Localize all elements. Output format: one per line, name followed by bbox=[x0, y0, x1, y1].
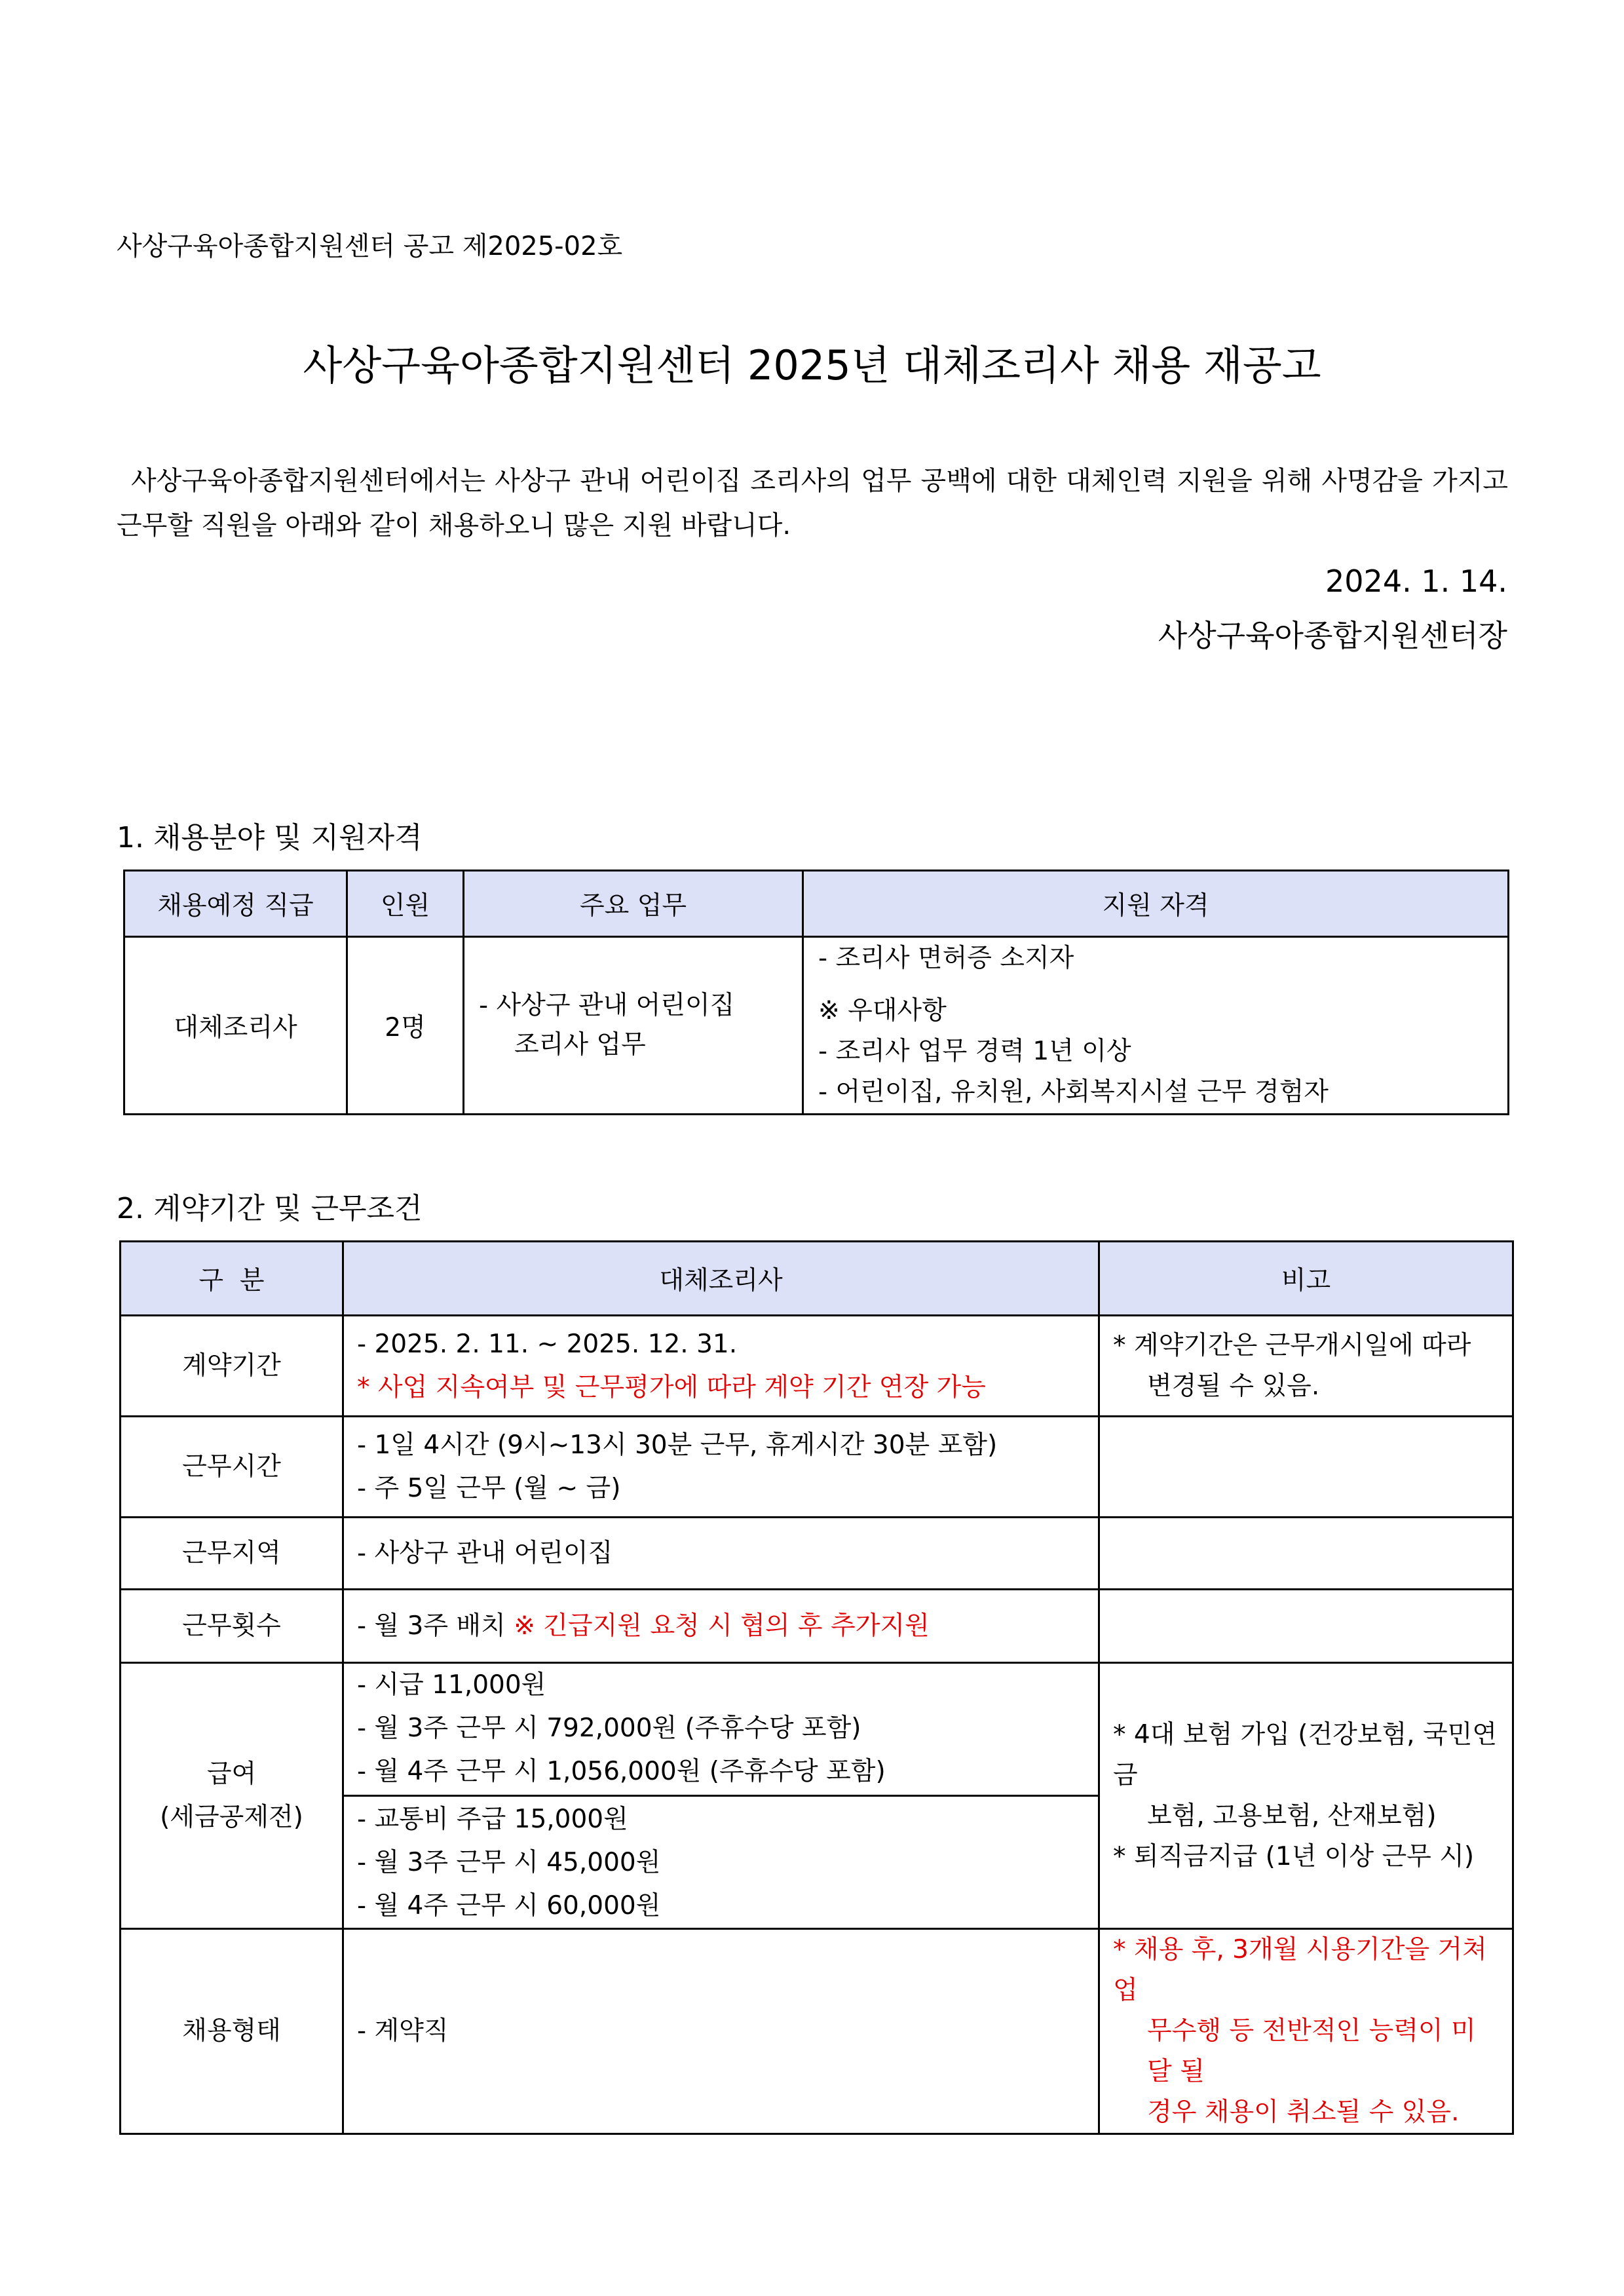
table-row bbox=[121, 1663, 1513, 1929]
note-line: * 퇴직금지급 (1년 이상 근무 시) bbox=[1113, 1841, 1475, 1871]
page-title: 사상구육아종합지원센터 2025년 대체조리사 채용 재공고 bbox=[303, 341, 1321, 389]
duty-cell bbox=[464, 937, 803, 1115]
empty-note-cell bbox=[1099, 1590, 1513, 1663]
cell-line: - 교통비 주급 15,000원 bbox=[357, 1805, 628, 1834]
work-hours-cell bbox=[343, 1417, 1099, 1518]
header-count: 인원 bbox=[347, 871, 464, 937]
qualification-cell bbox=[803, 937, 1509, 1115]
note-line: 보험, 고용보험, 산재보험) bbox=[1147, 1801, 1437, 1831]
table-row bbox=[121, 1417, 1513, 1518]
section2-heading: 2. 계약기간 및 근무조건 bbox=[117, 1192, 423, 1225]
cell-line: - 월 3주 배치 bbox=[357, 1611, 506, 1641]
header-remarks: 비고 bbox=[1099, 1242, 1513, 1316]
issuer: 사상구육아종합지원센터장 bbox=[1158, 618, 1507, 653]
cell-line: - 주 5일 근무 (월 ~ 금) bbox=[357, 1473, 621, 1503]
notice-date: 2024. 1. 14. bbox=[1325, 564, 1507, 599]
note-line: * 계약기간은 근무개시일에 따라 bbox=[1113, 1331, 1471, 1360]
note-line: * 4대 보험 가입 (건강보험, 국민연금 bbox=[1113, 1719, 1497, 1790]
section1-heading: 1. 채용분야 및 지원자격 bbox=[117, 821, 423, 854]
table-row bbox=[121, 1518, 1513, 1590]
intro-paragraph: 사상구육아종합지원센터에서는 사상구 관내 어린이집 조리사의 업무 공백에 대한 대체인력 지원을 위해 사명감을 가지고 근무할 직원을 아래와 같이 채용하오니 많은 지원 바랍니다. bbox=[117, 466, 1508, 541]
duty-line: - 사상구 관내 어린이집 bbox=[479, 991, 735, 1020]
empty-note-cell bbox=[1099, 1518, 1513, 1590]
recruitment-table bbox=[123, 870, 1509, 1115]
qualification-line: - 조리사 면허증 소지자 bbox=[818, 944, 1074, 973]
note-line: 변경될 수 있음. bbox=[1147, 1371, 1320, 1401]
row-label: 채용형태 bbox=[121, 1929, 343, 2134]
row-label bbox=[121, 1663, 343, 1929]
table-header-row bbox=[124, 871, 1509, 937]
cell-line: - 월 4주 근무 시 60,000원 bbox=[357, 1891, 661, 1921]
cell-line: - 1일 4시간 (9시~13시 30분 근무, 휴게시간 30분 포함) bbox=[357, 1430, 998, 1460]
table-header-row bbox=[121, 1242, 1513, 1316]
table-row bbox=[121, 1590, 1513, 1663]
cell-line: - 계약직 bbox=[357, 2016, 449, 2046]
employment-type-cell bbox=[343, 1929, 1099, 2134]
salary-note-cell bbox=[1099, 1663, 1513, 1929]
table-row bbox=[121, 1929, 1513, 2134]
salary-cell bbox=[343, 1663, 1099, 1929]
work-frequency-cell bbox=[343, 1590, 1099, 1663]
duty-line: 조리사 업무 bbox=[514, 1030, 646, 1060]
note-line-red: 무수행 등 전반적인 능력이 미달 될 bbox=[1147, 2016, 1476, 2086]
work-area-cell bbox=[343, 1518, 1099, 1590]
header-category: 구 분 bbox=[121, 1242, 343, 1316]
qualification-line: - 어린이집, 유치원, 사회복지시설 근무 경험자 bbox=[818, 1077, 1329, 1107]
table-row bbox=[121, 1316, 1513, 1417]
contract-period-cell bbox=[343, 1316, 1099, 1417]
contract-note-cell bbox=[1099, 1316, 1513, 1417]
cell-line: - 2025. 2. 11. ~ 2025. 12. 31. bbox=[357, 1329, 738, 1359]
qualification-line: - 조리사 업무 경력 1년 이상 bbox=[818, 1037, 1131, 1066]
note-line-red: 경우 채용이 취소될 수 있음. bbox=[1147, 2097, 1460, 2127]
count-cell: 2명 bbox=[347, 937, 464, 1115]
table-row bbox=[124, 937, 1509, 1115]
row-label: 근무지역 bbox=[121, 1518, 343, 1590]
qualification-line: ※ 우대사항 bbox=[818, 996, 947, 1025]
row-label: 근무시간 bbox=[121, 1417, 343, 1518]
employment-note-cell bbox=[1099, 1929, 1513, 2134]
cell-line: - 월 4주 근무 시 1,056,000원 (주휴수당 포함) bbox=[357, 1757, 886, 1786]
header-position: 채용예정 직급 bbox=[124, 871, 347, 937]
salary-sublabel: (세금공제전) bbox=[160, 1802, 303, 1832]
cell-line-red: * 사업 지속여부 및 근무평가에 따라 계약 기간 연장 가능 bbox=[357, 1372, 986, 1402]
position-cell: 대체조리사 bbox=[124, 937, 347, 1115]
header-duty: 주요 업무 bbox=[464, 871, 803, 937]
note-line-red: * 채용 후, 3개월 시용기간을 거쳐 업 bbox=[1113, 1935, 1487, 2005]
cell-line: - 월 3주 근무 시 45,000원 bbox=[357, 1848, 661, 1877]
notice-number: 사상구육아종합지원센터 공고 제2025-02호 bbox=[117, 231, 623, 261]
empty-note-cell bbox=[1099, 1417, 1513, 1518]
cell-line: - 월 3주 근무 시 792,000원 (주휴수당 포함) bbox=[357, 1713, 861, 1743]
conditions-table bbox=[119, 1240, 1514, 2135]
salary-label: 급여 bbox=[206, 1759, 257, 1789]
cell-line: - 사상구 관내 어린이집 bbox=[357, 1538, 613, 1568]
header-cook: 대체조리사 bbox=[343, 1242, 1099, 1316]
row-label: 근무횟수 bbox=[121, 1590, 343, 1663]
cell-line: - 시급 11,000원 bbox=[357, 1670, 546, 1700]
header-qualification: 지원 자격 bbox=[803, 871, 1509, 937]
cell-line-red: ※ 긴급지원 요청 시 협의 후 추가지원 bbox=[514, 1611, 930, 1641]
row-label: 계약기간 bbox=[121, 1316, 343, 1417]
